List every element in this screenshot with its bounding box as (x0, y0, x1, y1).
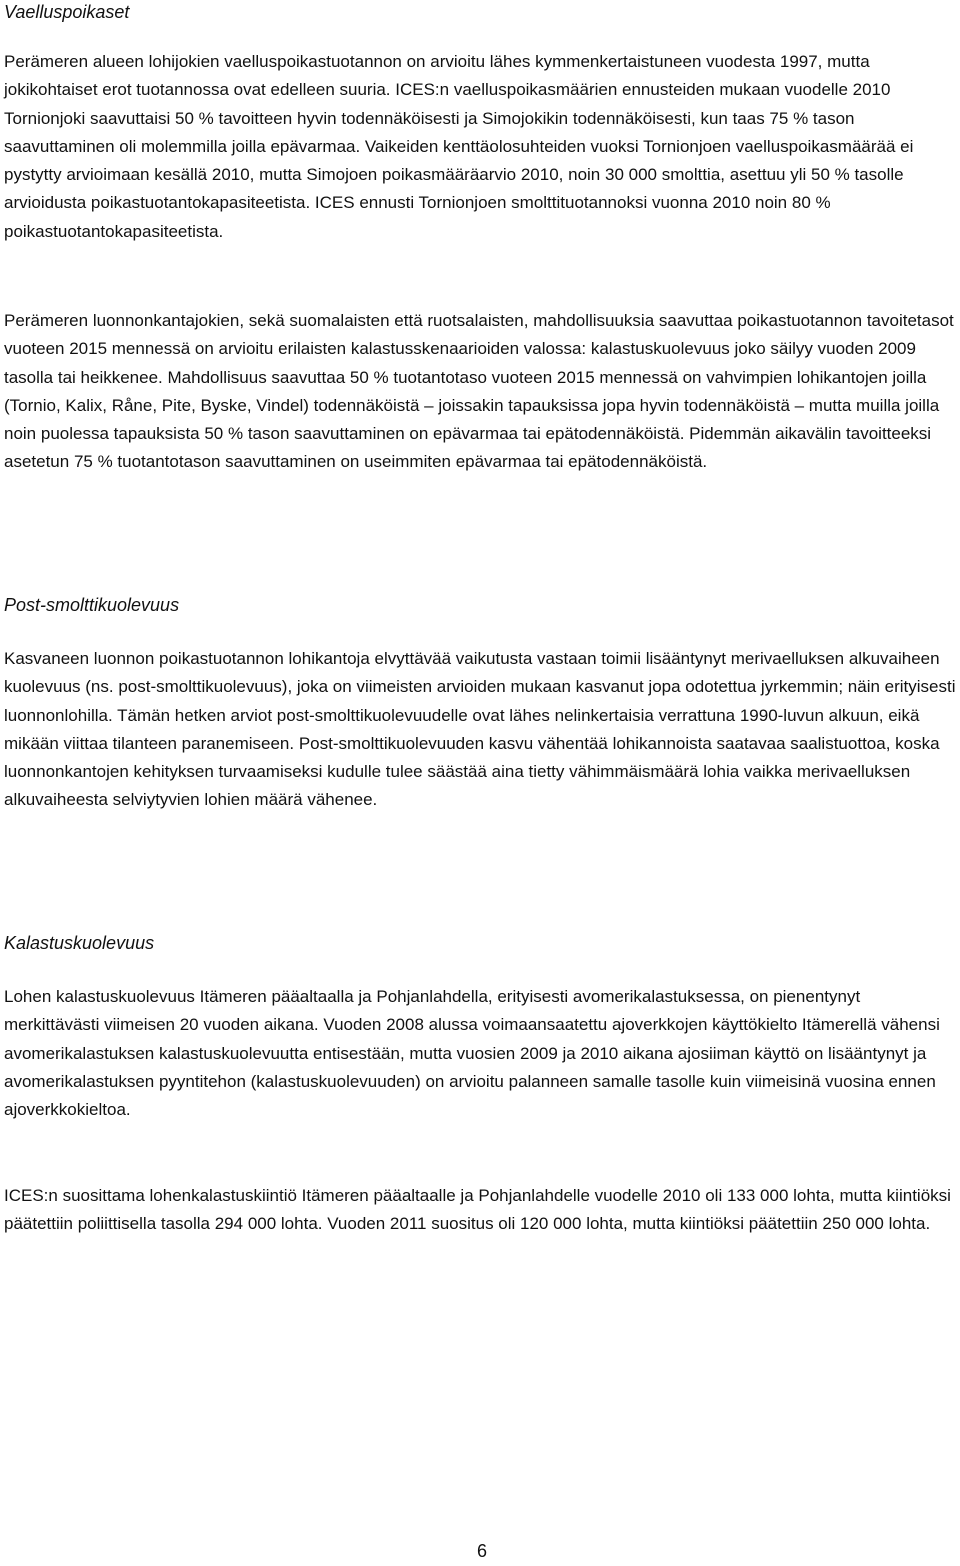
paragraph-kalastuskuolevuus-1: Lohen kalastuskuolevuus Itämeren pääaltaalla ja Pohjanlahdella, erityisesti avomerikalastuksessa, on pienentynyt merkittävästi viimeisen 20 vuoden aikana. Vuoden 2008 alussa voimaansaatettu ajoverkkojen käyttökielto Itämerellä vähensi avomerikalastuksen kalastuskuolevuutta entisestään, mutta vuosien 2009 ja 2010 aikana ajosiiman käyttö on lisääntynyt ja avomerikalastuksen pyyntitehon (kalastuskuolevuuden) on arvioitu palanneen samalle tasolle kuin viimeisinä vuosina ennen ajoverkkokieltoa. (4, 987, 940, 1120)
page-number: 6 (476, 1541, 487, 1561)
paragraph-post-smolttikuolevuus-1: Kasvaneen luonnon poikastuotannon lohikantoja elvyttävää vaikutusta vastaan toimii lisääntynyt merivaelluksen alkuvaiheen kuolevuus (ns. post-smolttikuolevuus), joka on viimeisten arvioiden mukaan kasvanut jopa odotettua jyrkemmin; näin erityisesti luonnonlohilla. Tämän hetken arviot post-smolttikuolevuudelle ovat lähes nelinkertaisia verrattuna 1990-luvun alkuun, eikä mikään viittaa tilanteen paranemiseen. Post-smolttikuolevuuden kasvu vähentää lohikannoista saatavaa saalistuottoa, koska luonnonkantojen kehityksen turvaamiseksi kudulle tulee säästää aina tietty vähimmäismäärä lohia vaikka merivaelluksen alkuvaiheesta selviytyvien lohien määrä vähenee. (4, 649, 956, 810)
paragraph-kalastuskuolevuus-2: ICES:n suosittama lohenkalastuskiintiö Itämeren pääaltaalle ja Pohjanlahdelle vuodelle 2010 oli 133 000 lohta, mutta kiintiöksi päätettiin poliittisella tasolla 294 000 lohta. Vuoden 2011 suositus oli 120 000 lohta, mutta kiintiöksi päätettiin 250 000 lohta. (4, 1186, 951, 1234)
paragraph-vaelluspoikaset-1: Perämeren alueen lohijokien vaelluspoikastuotannon on arvioitu lähes kymmenkertaistuneen vuodesta 1997, mutta jokikohtaiset erot tuotannossa ovat edelleen suuria. ICES:n vaelluspoikasmäärien ennusteiden mukaan vuodelle 2010 Tornionjoki saavuttaisi 50 % tavoitteen hyvin todennäköisesti ja Simojokikin todennäköisesti, kun taas 75 % tason saavuttaminen oli molemmilla joilla epävarmaa. Vaikeiden kenttäolosuhteiden vuoksi Tornionjoen vaelluspoikasmäärää ei pystytty arvioimaan kesällä 2010, mutta Simojoen poikasmääräarvio 2010, noin 30 000 smolttia, asettuu yli 50 % tasolle arvioidusta poikastuotantokapasiteetista. ICES ennusti Tornionjoen smolttituotannoksi vuonna 2010 noin 80 % poikastuotantokapasiteetista. (4, 52, 914, 241)
section-heading-post-smolttikuolevuus: Post-smolttikuolevuus (4, 595, 180, 615)
paragraph-vaelluspoikaset-2: Perämeren luonnonkantajokien, sekä suomalaisten että ruotsalaisten, mahdollisuuksia saavuttaa poikastuotannon tavoitetasot vuoteen 2015 mennessä on arvioitu erilaisten kalastusskenaarioiden valossa: kalastuskuolevuus joko säilyy vuoden 2009 tasolla tai heikkenee. Mahdollisuus saavuttaa 50 % tuotantotaso vuoteen 2015 mennessä on vahvimpien lohikantojen joilla (Tornio, Kalix, Råne, Pite, Byske, Vindel) todennäköistä – joissakin tapauksissa jopa hyvin todennäköistä – mutta muilla joilla noin puolessa tapauksista 50 % tason saavuttaminen on epävarmaa tai epätodennäköistä. Pidemmän aikavälin tavoitteeksi asetetun 75 % tuotantotason saavuttaminen on useimmiten epävarmaa tai epätodennäköistä. (4, 311, 954, 472)
section-heading-vaelluspoikaset: Vaelluspoikaset (4, 2, 130, 22)
section-heading-kalastuskuolevuus: Kalastuskuolevuus (4, 933, 155, 953)
